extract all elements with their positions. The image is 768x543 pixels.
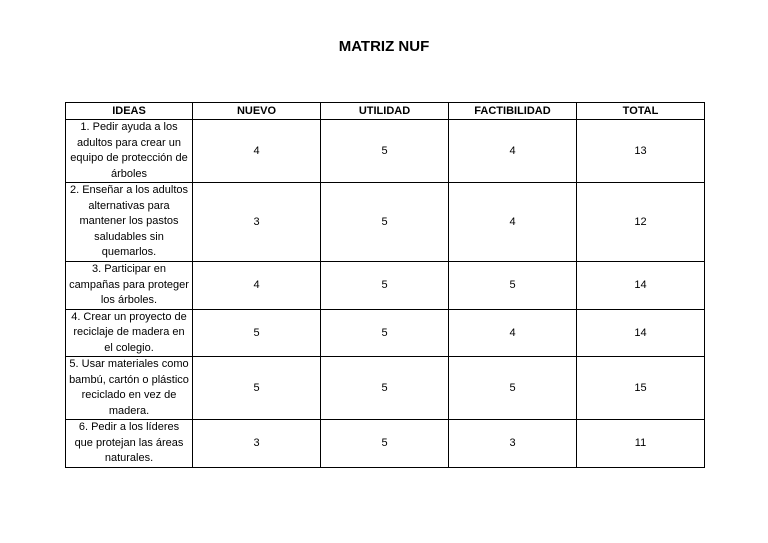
header-total: TOTAL [577, 103, 705, 120]
table-row [66, 420, 705, 468]
nuevo-cell: 3 [193, 183, 321, 262]
factibilidad-cell: 5 [449, 262, 577, 310]
header-utilidad: UTILIDAD [321, 103, 449, 120]
nuevo-cell: 5 [193, 309, 321, 357]
factibilidad-cell: 4 [449, 120, 577, 183]
table-row [66, 309, 705, 357]
nuevo-cell: 5 [193, 357, 321, 420]
total-cell: 13 [577, 120, 705, 183]
idea-cell: 2. Enseñar a los adultos alternativas para mantener los pastos saludables sin quemarlos. [66, 183, 193, 262]
utilidad-cell: 5 [321, 309, 449, 357]
idea-cell: 3. Participar en campañas para proteger los árboles. [66, 262, 193, 310]
idea-cell: 4. Crear un proyecto de reciclaje de madera en el colegio. [66, 309, 193, 357]
table-header-row [66, 103, 705, 120]
factibilidad-cell: 3 [449, 420, 577, 468]
idea-cell: 1. Pedir ayuda a los adultos para crear un equipo de protección de árboles [66, 120, 193, 183]
utilidad-cell: 5 [321, 420, 449, 468]
nuevo-cell: 3 [193, 420, 321, 468]
total-cell: 15 [577, 357, 705, 420]
table-row [66, 183, 705, 262]
utilidad-cell: 5 [321, 262, 449, 310]
total-cell: 11 [577, 420, 705, 468]
utilidad-cell: 5 [321, 183, 449, 262]
factibilidad-cell: 5 [449, 357, 577, 420]
total-cell: 12 [577, 183, 705, 262]
nuevo-cell: 4 [193, 120, 321, 183]
header-nuevo: NUEVO [193, 103, 321, 120]
total-cell: 14 [577, 262, 705, 310]
nuf-matrix-table [65, 102, 705, 468]
header-factibilidad: FACTIBILIDAD [449, 103, 577, 120]
utilidad-cell: 5 [321, 120, 449, 183]
idea-cell: 6. Pedir a los líderes que protejan las áreas naturales. [66, 420, 193, 468]
utilidad-cell: 5 [321, 357, 449, 420]
header-ideas: IDEAS [66, 103, 193, 120]
factibilidad-cell: 4 [449, 183, 577, 262]
factibilidad-cell: 4 [449, 309, 577, 357]
table-row [66, 120, 705, 183]
table-row [66, 357, 705, 420]
document-title: MATRIZ NUF [338, 38, 430, 55]
total-cell: 14 [577, 309, 705, 357]
idea-cell: 5. Usar materiales como bambú, cartón o plástico reciclado en vez de madera. [66, 357, 193, 420]
table-row [66, 262, 705, 310]
nuevo-cell: 4 [193, 262, 321, 310]
